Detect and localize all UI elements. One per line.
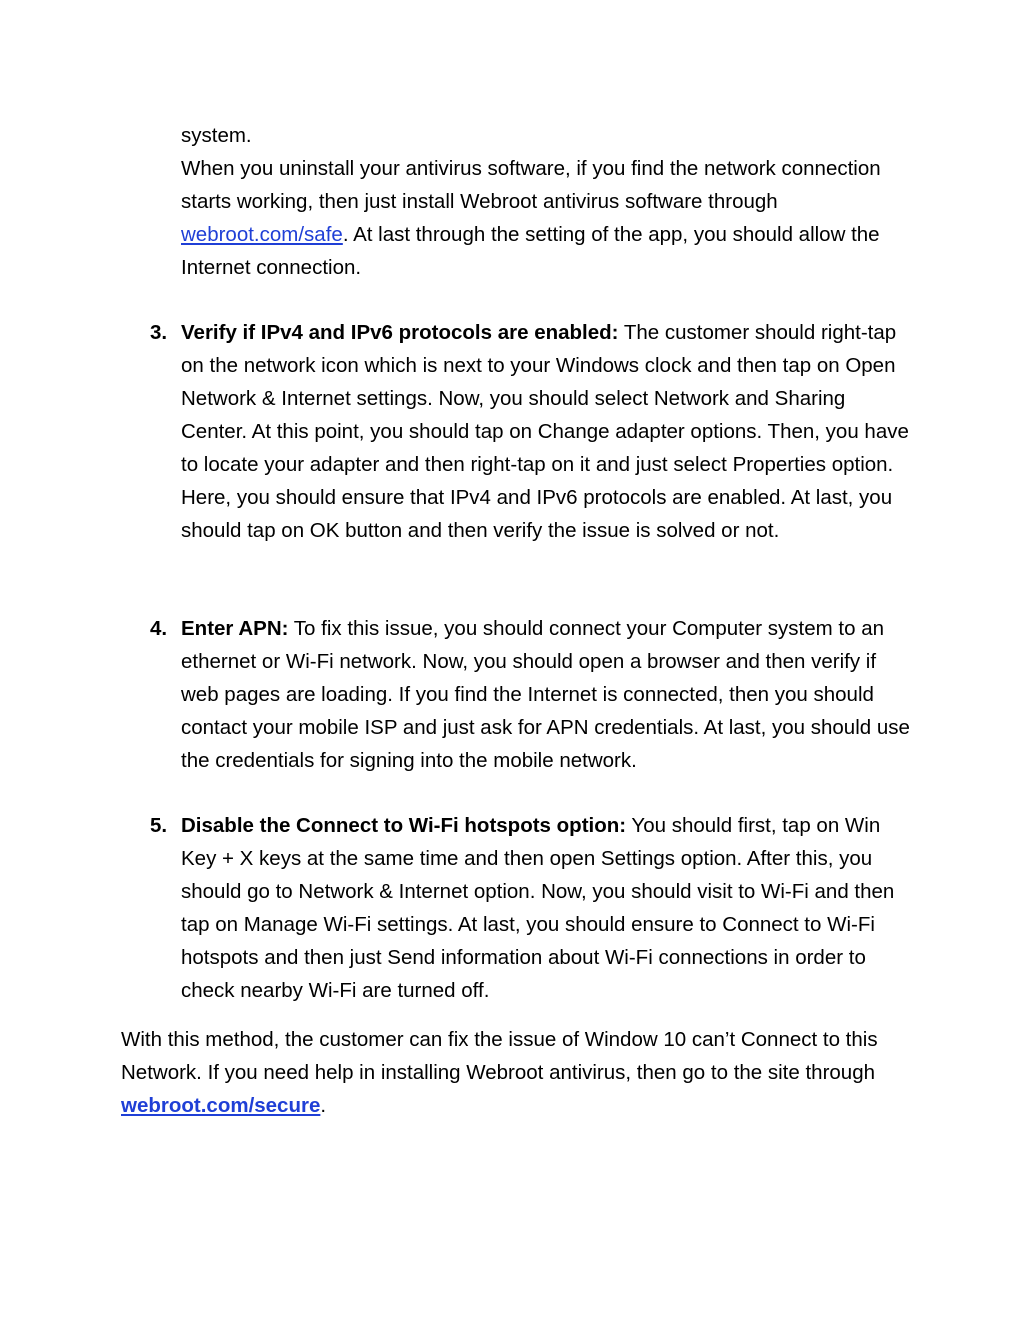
closing-text-before-link: With this method, the customer can fix the issue of Window 10 can’t Connect to this Network. If you need help in installing Webroot antivirus, then go to the site through bbox=[121, 1028, 878, 1084]
step-text bbox=[181, 612, 911, 777]
step-number: 4. bbox=[150, 617, 168, 640]
step-text bbox=[181, 316, 911, 547]
step-title: Verify if IPv4 and IPv6 protocols are enabled: bbox=[181, 321, 619, 344]
intro-section bbox=[181, 119, 911, 284]
closing-text bbox=[121, 1023, 911, 1122]
step-title: Disable the Connect to Wi-Fi hotspots option: bbox=[181, 814, 627, 837]
intro-text-before-link: When you uninstall your antivirus software, if you find the network connection starts working, then just install Webroot antivirus software through bbox=[181, 157, 881, 213]
intro-line: system. bbox=[181, 124, 252, 147]
intro-text-after-link: . At last through the setting of the app, you should allow the Internet connection. bbox=[181, 223, 880, 279]
step-text bbox=[181, 809, 911, 1007]
step-number: 5. bbox=[150, 814, 168, 837]
step-body: To fix this issue, you should connect your Computer system to an ethernet or Wi-Fi network. Now, you should open a browser and then verify if web pages are loading. If you find the Internet is connected, then you should contact your mobile ISP and just ask for APN credentials. At last, you should use the credentials for signing into the mobile network. bbox=[181, 617, 910, 772]
step-body: You should first, tap on Win Key + X keys at the same time and then open Settings option. After this, you should go to Network & Internet option. Now, you should visit to Wi-Fi and then tap on Manage Wi-Fi settings. At last, you should ensure to Connect to Wi-Fi hotspots and then just Send information about Wi-Fi connections in order to check nearby Wi-Fi are turned off. bbox=[181, 814, 895, 1002]
closing-text-after-link: . bbox=[320, 1094, 327, 1117]
webroot-safe-link[interactable]: webroot.com/safe bbox=[181, 223, 343, 246]
step-title: Enter APN: bbox=[181, 617, 289, 640]
webroot-secure-link[interactable]: webroot.com/secure bbox=[121, 1094, 321, 1117]
intro-paragraph bbox=[181, 152, 911, 284]
step-number: 3. bbox=[150, 321, 168, 344]
step-3 bbox=[150, 316, 911, 547]
closing-paragraph bbox=[121, 1023, 911, 1122]
step-body: The customer should right-tap on the network icon which is next to your Windows clock and then tap on Open Network & Internet settings. Now, you should select Network and Sharing Center. At this point, you should tap on Change adapter options. Then, you have to locate your adapter and then right-tap on it and just select Properties option. Here, you should ensure that IPv4 and IPv6 protocols are enabled. At last, you should tap on OK button and then verify the issue is solved or not. bbox=[181, 321, 909, 542]
step-4 bbox=[150, 612, 911, 777]
step-5 bbox=[150, 809, 911, 1007]
